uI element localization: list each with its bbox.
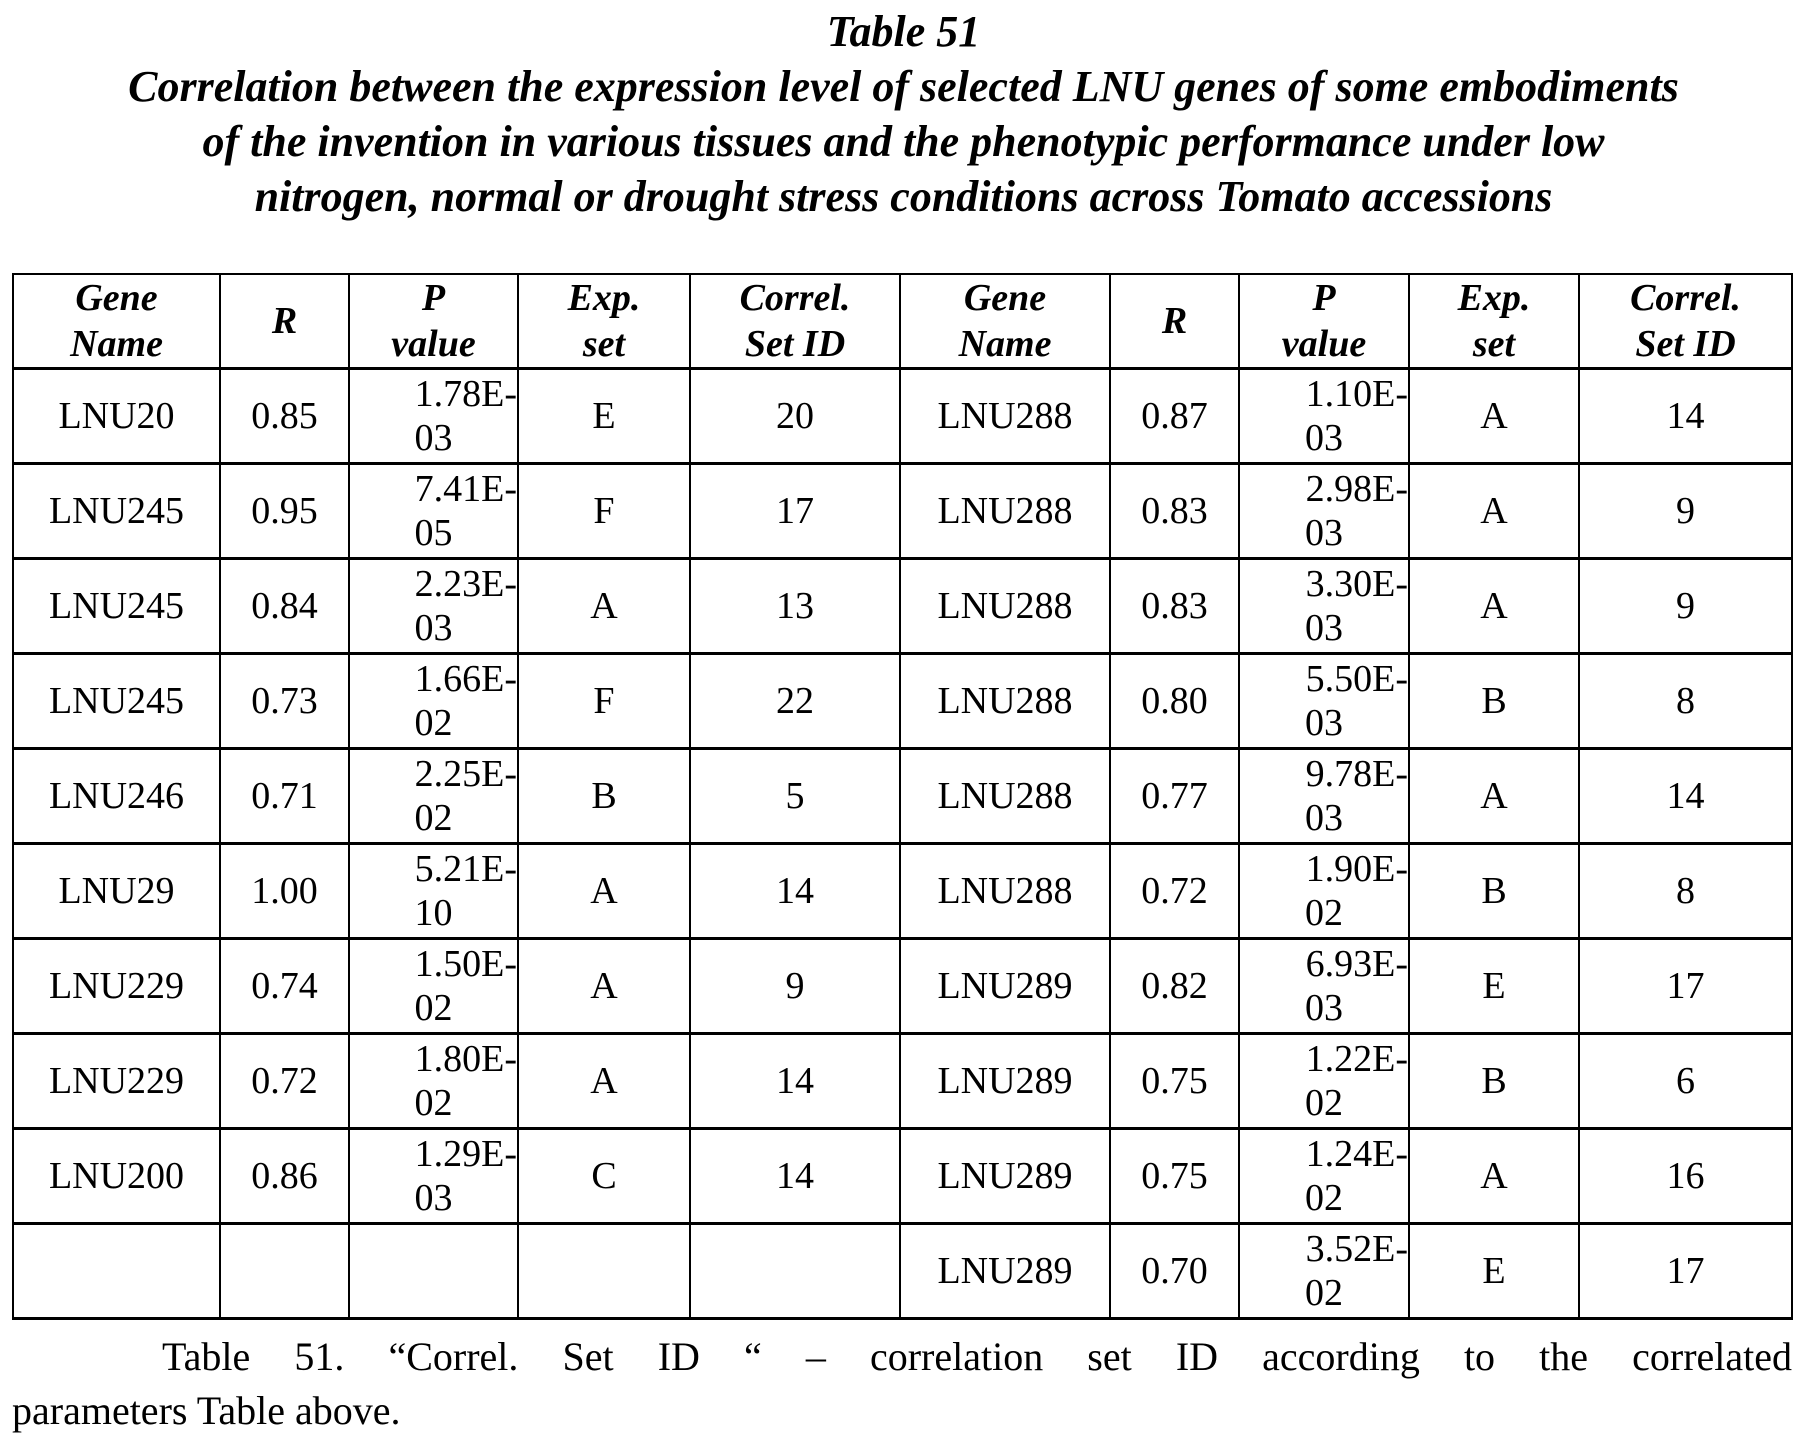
p-value-cell <box>349 844 518 939</box>
p-value-mantissa: 2.98E- <box>1305 468 1408 510</box>
p-value-mantissa: 6.93E- <box>1305 943 1408 985</box>
p-value-exponent: 02 <box>414 702 453 744</box>
exp-set-cell: A <box>518 939 690 1034</box>
header-label-top: Correl. <box>1630 277 1741 319</box>
exp-set-cell: A <box>1409 1129 1579 1224</box>
p-value-cell <box>349 1034 518 1129</box>
table-caption <box>12 1330 1792 1438</box>
table-row <box>13 369 1792 464</box>
header-label-top: Gene <box>75 277 158 319</box>
p-value-mantissa: 1.22E- <box>1305 1038 1408 1080</box>
header-label-bottom: value <box>391 323 476 365</box>
exp-set-cell: E <box>1409 939 1579 1034</box>
p-value-mantissa: 1.90E- <box>1305 848 1408 890</box>
p-value-exponent: 03 <box>414 1177 453 1219</box>
p-value-cell <box>349 464 518 559</box>
table-row <box>13 1129 1792 1224</box>
header-label-bottom: Set ID <box>744 323 846 365</box>
correl-set-id-cell: 8 <box>1579 654 1792 749</box>
header-label-top: P <box>421 277 446 319</box>
r-value-cell: 0.86 <box>220 1129 349 1224</box>
gene-name-cell: LNU289 <box>900 1129 1110 1224</box>
correl-set-id-cell: 17 <box>1579 939 1792 1034</box>
exp-set-cell: B <box>1409 1034 1579 1129</box>
gene-name-cell: LNU288 <box>900 749 1110 844</box>
p-value-exponent: 03 <box>1305 797 1343 839</box>
caption-line-2: parameters Table above. <box>12 1388 401 1433</box>
p-value-exponent: 02 <box>414 987 453 1029</box>
exp-set-cell: A <box>1409 369 1579 464</box>
gene-name-cell: LNU245 <box>13 464 220 559</box>
exp-set-cell: A <box>518 844 690 939</box>
table-row <box>13 654 1792 749</box>
p-value-exponent: 03 <box>1305 417 1343 459</box>
r-value-cell: 0.74 <box>220 939 349 1034</box>
gene-name-cell: LNU288 <box>900 844 1110 939</box>
correlation-table <box>12 273 1793 1320</box>
p-value-mantissa: 9.78E- <box>1305 753 1408 795</box>
header-row <box>13 274 1792 369</box>
gene-name-cell: LNU245 <box>13 654 220 749</box>
correl-set-id-cell: 17 <box>690 464 900 559</box>
r-value-cell: 0.75 <box>1110 1129 1239 1224</box>
header-exp-set-right <box>1409 274 1579 369</box>
correl-set-id-cell: 22 <box>690 654 900 749</box>
r-value-cell: 0.82 <box>1110 939 1239 1034</box>
table-row <box>13 844 1792 939</box>
title-line-1: Correlation between the expression level of selected LNU genes of some embodiments <box>128 62 1679 111</box>
p-value-exponent: 03 <box>414 607 453 649</box>
r-value-cell: 0.87 <box>1110 369 1239 464</box>
r-value-cell: 0.80 <box>1110 654 1239 749</box>
r-value-cell: 0.95 <box>220 464 349 559</box>
exp-set-cell: A <box>1409 559 1579 654</box>
correl-set-id-cell: 8 <box>1579 844 1792 939</box>
table-number-heading: Table 51 <box>826 7 981 56</box>
header-label-bottom: Set ID <box>1635 323 1736 365</box>
exp-set-cell: A <box>518 559 690 654</box>
p-value-cell <box>349 1129 518 1224</box>
p-value-mantissa: 7.41E- <box>414 468 517 510</box>
title-line-2: of the invention in various tissues and the phenotypic performance under low <box>202 117 1605 166</box>
r-value-cell: 1.00 <box>220 844 349 939</box>
header-gene-name-right <box>900 274 1110 369</box>
header-label-top: R <box>1161 300 1188 342</box>
gene-name-cell: LNU20 <box>13 369 220 464</box>
correl-set-id-cell: 5 <box>690 749 900 844</box>
p-value-exponent: 02 <box>1305 1082 1343 1124</box>
caption-line-1: Table 51. “Correl. Set ID “ – correlation set ID according to the correlated <box>162 1334 1792 1379</box>
correl-set-id-cell: 14 <box>690 844 900 939</box>
p-value-cell <box>1239 749 1409 844</box>
gene-name-cell: LNU288 <box>900 464 1110 559</box>
gene-name-cell: LNU288 <box>900 654 1110 749</box>
correl-set-id-cell: 6 <box>1579 1034 1792 1129</box>
gene-name-cell: LNU245 <box>13 559 220 654</box>
exp-set-cell: B <box>518 749 690 844</box>
exp-set-cell: E <box>518 369 690 464</box>
header-correl-set-id-right <box>1579 274 1792 369</box>
gene-name-cell: LNU289 <box>900 1034 1110 1129</box>
correl-set-id-cell: 9 <box>690 939 900 1034</box>
header-correl-set-id-left <box>690 274 900 369</box>
correl-set-id-cell: 14 <box>690 1034 900 1129</box>
p-value-mantissa: 2.25E- <box>414 753 517 795</box>
header-label-bottom: set <box>1472 323 1516 365</box>
p-value-mantissa: 3.30E- <box>1305 563 1408 605</box>
header-label-bottom: Name <box>958 323 1052 365</box>
header-label-top: Gene <box>963 277 1047 319</box>
header-exp-set-left <box>518 274 690 369</box>
gene-name-cell: LNU288 <box>900 369 1110 464</box>
p-value-cell <box>349 559 518 654</box>
header-label-bottom: value <box>1281 323 1367 365</box>
p-value-mantissa: 5.21E- <box>414 848 517 890</box>
header-label-bottom: Name <box>70 323 163 365</box>
p-value-mantissa: 1.66E- <box>414 658 517 700</box>
header-label-bottom: set <box>582 323 626 365</box>
p-value-cell <box>349 1224 518 1319</box>
r-value-cell: 0.72 <box>220 1034 349 1129</box>
exp-set-cell: F <box>518 464 690 559</box>
gene-name-cell <box>13 1224 220 1319</box>
p-value-cell <box>1239 654 1409 749</box>
p-value-mantissa: 3.52E- <box>1305 1228 1408 1270</box>
p-value-exponent: 02 <box>1305 1177 1343 1219</box>
header-r-left <box>220 274 349 369</box>
correl-set-id-cell: 9 <box>1579 559 1792 654</box>
r-value-cell: 0.83 <box>1110 559 1239 654</box>
p-value-cell <box>1239 1034 1409 1129</box>
header-p-value-right <box>1239 274 1409 369</box>
r-value-cell: 0.83 <box>1110 464 1239 559</box>
p-value-cell <box>1239 464 1409 559</box>
exp-set-cell: F <box>518 654 690 749</box>
exp-set-cell: A <box>1409 749 1579 844</box>
table-row <box>13 939 1792 1034</box>
header-label-top: Exp. <box>567 277 641 319</box>
table-row <box>13 464 1792 559</box>
p-value-cell <box>349 369 518 464</box>
p-value-exponent: 02 <box>414 797 453 839</box>
gene-name-cell: LNU229 <box>13 939 220 1034</box>
p-value-mantissa: 2.23E- <box>414 563 517 605</box>
table-row <box>13 749 1792 844</box>
header-r-right <box>1110 274 1239 369</box>
exp-set-cell: C <box>518 1129 690 1224</box>
p-value-exponent: 03 <box>1305 987 1343 1029</box>
header-label-top: Exp. <box>1457 277 1531 319</box>
p-value-exponent: 03 <box>1305 512 1343 554</box>
p-value-cell <box>349 939 518 1034</box>
r-value-cell: 0.71 <box>220 749 349 844</box>
r-value-cell: 0.70 <box>1110 1224 1239 1319</box>
p-value-cell <box>1239 369 1409 464</box>
correl-set-id-cell: 16 <box>1579 1129 1792 1224</box>
p-value-cell <box>1239 559 1409 654</box>
p-value-mantissa: 1.29E- <box>414 1133 517 1175</box>
p-value-cell <box>1239 844 1409 939</box>
header-label-top: Correl. <box>739 277 851 319</box>
p-value-cell <box>349 749 518 844</box>
exp-set-cell: B <box>1409 844 1579 939</box>
correl-set-id-cell: 20 <box>690 369 900 464</box>
exp-set-cell: A <box>1409 464 1579 559</box>
correl-set-id-cell: 9 <box>1579 464 1792 559</box>
r-value-cell: 0.77 <box>1110 749 1239 844</box>
table-row <box>13 559 1792 654</box>
p-value-cell <box>1239 1129 1409 1224</box>
p-value-mantissa: 1.50E- <box>414 943 517 985</box>
gene-name-cell: LNU246 <box>13 749 220 844</box>
p-value-mantissa: 1.80E- <box>414 1038 517 1080</box>
r-value-cell: 0.72 <box>1110 844 1239 939</box>
gene-name-cell: LNU229 <box>13 1034 220 1129</box>
correl-set-id-cell: 14 <box>1579 369 1792 464</box>
table-row <box>13 1034 1792 1129</box>
p-value-mantissa: 1.78E- <box>414 373 517 415</box>
header-p-value-left <box>349 274 518 369</box>
exp-set-cell: A <box>518 1034 690 1129</box>
gene-name-cell: LNU29 <box>13 844 220 939</box>
r-value-cell: 0.84 <box>220 559 349 654</box>
correl-set-id-cell: 14 <box>690 1129 900 1224</box>
p-value-mantissa: 1.24E- <box>1305 1133 1408 1175</box>
correl-set-id-cell: 17 <box>1579 1224 1792 1319</box>
title-line-3: nitrogen, normal or drought stress conditions across Tomato accessions <box>254 172 1553 221</box>
p-value-exponent: 02 <box>414 1082 453 1124</box>
r-value-cell: 0.85 <box>220 369 349 464</box>
header-gene-name-left <box>13 274 220 369</box>
gene-name-cell: LNU289 <box>900 1224 1110 1319</box>
p-value-exponent: 02 <box>1305 1272 1343 1314</box>
p-value-cell <box>1239 1224 1409 1319</box>
p-value-exponent: 03 <box>1305 607 1343 649</box>
r-value-cell <box>220 1224 349 1319</box>
gene-name-cell: LNU288 <box>900 559 1110 654</box>
header-label-top: R <box>271 300 298 342</box>
exp-set-cell: E <box>1409 1224 1579 1319</box>
gene-name-cell: LNU200 <box>13 1129 220 1224</box>
r-value-cell: 0.75 <box>1110 1034 1239 1129</box>
correl-set-id-cell: 14 <box>1579 749 1792 844</box>
correl-set-id-cell <box>690 1224 900 1319</box>
p-value-mantissa: 1.10E- <box>1305 373 1408 415</box>
table-row <box>13 1224 1792 1319</box>
p-value-exponent: 05 <box>414 512 453 554</box>
r-value-cell: 0.73 <box>220 654 349 749</box>
gene-name-cell: LNU289 <box>900 939 1110 1034</box>
p-value-cell <box>1239 939 1409 1034</box>
correl-set-id-cell: 13 <box>690 559 900 654</box>
p-value-exponent: 02 <box>1305 892 1343 934</box>
p-value-exponent: 03 <box>1305 702 1343 744</box>
p-value-mantissa: 5.50E- <box>1305 658 1408 700</box>
exp-set-cell <box>518 1224 690 1319</box>
header-label-top: P <box>1312 277 1336 319</box>
p-value-exponent: 03 <box>414 417 453 459</box>
table-title <box>0 4 1807 224</box>
p-value-exponent: 10 <box>414 892 453 934</box>
p-value-cell <box>349 654 518 749</box>
exp-set-cell: B <box>1409 654 1579 749</box>
